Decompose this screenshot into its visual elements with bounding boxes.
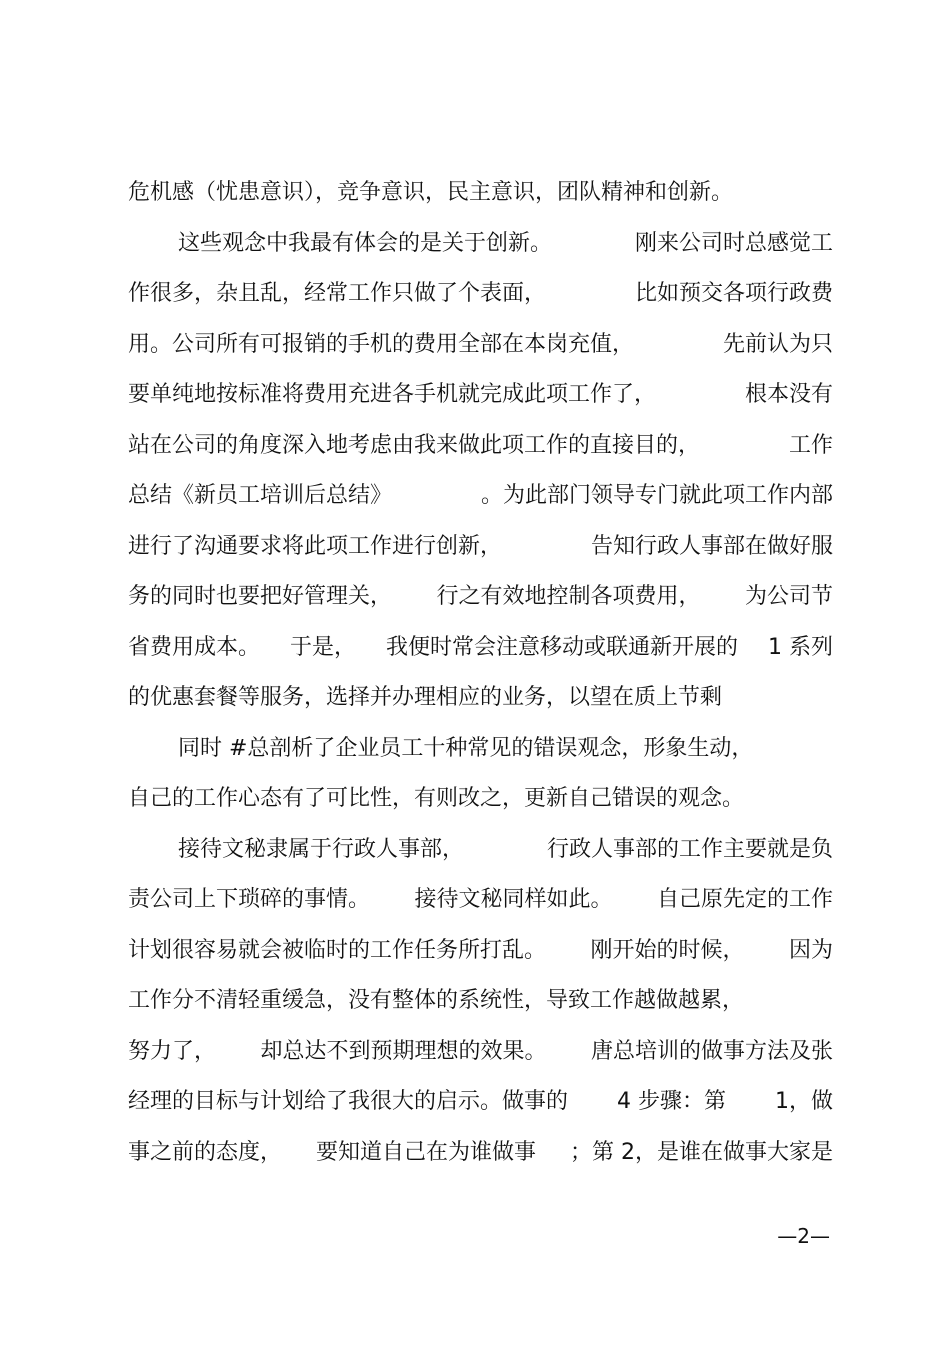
text-line [128, 471, 833, 522]
text-segment: 为公司节 [744, 584, 833, 609]
text-segment: 于是， [290, 634, 357, 660]
text-segment: 却总达不到预期理想的效果。 [260, 1038, 547, 1064]
text-segment: 比如预交各项行政费 [634, 281, 833, 306]
text-line [128, 976, 833, 1027]
page-number: —2— [777, 1224, 830, 1248]
text-segment: 工作 [788, 432, 833, 458]
text-line [128, 421, 833, 472]
text-segment: 接待文秘隶属于行政人事部， [178, 836, 465, 862]
text-segment: 经理的目标与计划给了我很大的启示。做事的 [128, 1089, 569, 1114]
text-segment: 告知行政人事部在做好服 [590, 533, 833, 559]
text-segment: 进行了沟通要求将此项工作进行创新， [128, 533, 503, 559]
text-line [128, 926, 833, 977]
paragraph-first-line [128, 724, 833, 775]
text-segment: 务的同时也要把好管理关， [128, 584, 393, 609]
text-segment: 根本没有 [744, 382, 833, 407]
text-line [128, 168, 833, 219]
text-segment: 接待文秘同样如此。 [414, 887, 613, 912]
text-segment: 。为此部门领导专门就此项工作内部 [480, 483, 833, 508]
text-segment: 省费用成本。 [128, 634, 261, 660]
text-segment: ；第 2，是谁在做事大家是 [570, 1139, 833, 1165]
text-line [128, 522, 833, 573]
text-segment: 因为 [788, 937, 833, 963]
text-line [128, 1128, 833, 1179]
text-segment: 要知道自己在为谁做事 [316, 1139, 537, 1165]
text-segment: 行之有效地控制各项费用， [436, 584, 701, 609]
body-text [128, 168, 833, 1178]
text-line [128, 269, 833, 320]
text-segment: 事之前的态度， [128, 1139, 283, 1165]
text-segment: 努力了， [128, 1038, 217, 1064]
text-segment: 工作分不清轻重缓急，没有整体的系统性，导致工作越做越累， [128, 988, 745, 1013]
text-segment: 总结《新员工培训后总结》 [128, 483, 393, 508]
text-line [128, 1027, 833, 1078]
text-segment: 刚来公司时总感觉工 [634, 230, 833, 256]
text-segment: 1，做 [774, 1089, 833, 1114]
text-segment: 唐总培训的做事方法及张 [590, 1038, 833, 1064]
text-line [128, 370, 833, 421]
text-segment: 先前认为只 [722, 331, 833, 357]
text-segment: 要单纯地按标准将费用充进各手机就完成此项工作了， [128, 382, 657, 407]
text-segment: 这些观念中我最有体会的是关于创新。 [178, 230, 553, 256]
text-segment: 计划很容易就会被临时的工作任务所打乱。 [128, 937, 547, 963]
text-line [128, 673, 833, 724]
text-segment: 行政人事部的工作主要就是负 [546, 836, 833, 862]
text-segment: 自己的工作心态有了可比性，有则改之，更新自己错误的观念。 [128, 786, 745, 811]
text-segment: 我便时常会注意移动或联通新开展的 [386, 634, 739, 660]
text-segment: 自己原先定的工作 [656, 887, 833, 912]
text-segment: 4 步骤：第 [617, 1089, 726, 1114]
text-line [128, 320, 833, 371]
text-line [128, 774, 833, 825]
text-segment: 1 系列 [768, 634, 833, 660]
text-segment: 同时 #总剖析了企业员工十种常见的错误观念，形象生动， [178, 735, 754, 761]
text-line [128, 1077, 833, 1128]
text-segment: 刚开始的时候， [590, 937, 745, 963]
paragraph-first-line [128, 219, 833, 270]
text-line [128, 875, 833, 926]
text-segment: 责公司上下琐碎的事情。 [128, 887, 371, 912]
text-segment: 危机感（忧患意识），竞争意识，民主意识，团队精神和创新。 [128, 180, 734, 205]
paragraph-first-line [128, 825, 833, 876]
text-segment: 站在公司的角度深入地考虑由我来做此项工作的直接目的， [128, 432, 701, 458]
text-segment: 作很多，杂且乱，经常工作只做了个表面， [128, 281, 547, 306]
text-segment: 的优惠套餐等服务，选择并办理相应的业务，以望在质上节剩 [128, 685, 723, 710]
text-segment: 用。公司所有可报销的手机的费用全部在本岗充值， [128, 331, 635, 357]
text-line [128, 572, 833, 623]
text-line [128, 623, 833, 674]
